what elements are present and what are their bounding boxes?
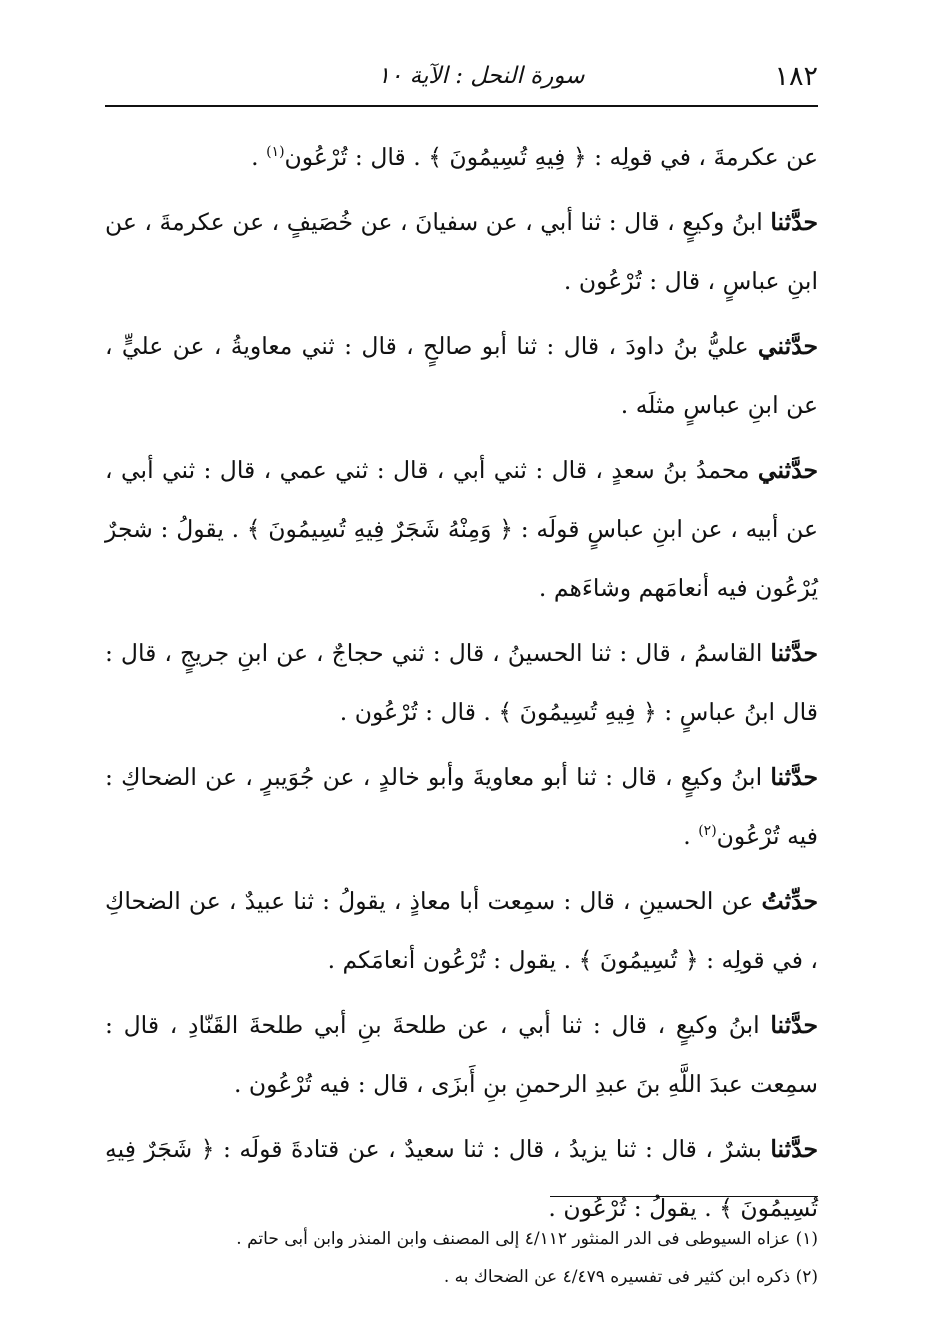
paragraph-text: بشرٌ ، قال : ثنا يزيدُ ، قال : ثنا سعيدٌ ، عن قتادةَ قولَه : ﴿ شَجَرٌ فِيهِ تُسِيمُونَ ﴾ . يقولُ : تُرْعُون . — [105, 1135, 818, 1222]
paragraph — [105, 441, 818, 618]
paragraph-text: عن الحسينِ ، قال : سمِعت أبا معاذٍ ، يقولُ : ثنا عبيدٌ ، عن الضحاكِ ، في قولِه : ﴿ تُسِيمُونَ ﴾ . يقول : تُرْعُون أنعامَكم . — [105, 887, 818, 974]
footnotes — [105, 1220, 818, 1296]
footnote: (٢) ذكره ابن كثير فى تفسيره ٤/٤٧٩ عن الضحاك به . — [443, 1267, 818, 1287]
paragraph-lead: حدَّثنا — [770, 1011, 818, 1039]
paragraph-lead: حدَّثنا — [770, 208, 818, 236]
paragraph-text: عن عكرمةَ ، في قولِه : ﴿ فِيهِ تُسِيمُونَ ﴾ . قال : تُرْعُون — [284, 143, 818, 171]
paragraph-text: القاسمُ ، قال : ثنا الحسينُ ، قال : ثني حجاجٌ ، عن ابنِ جريجٍ ، قال : قال ابنُ عباسٍ : ﴿ فِيهِ تُسِيمُونَ ﴾ . قال : تُرْعُون . — [105, 639, 818, 726]
footnote-rule — [550, 1196, 818, 1197]
paragraph-text: ابنُ وكيعٍ ، قال : ثنا أبي ، عن طلحةَ بنِ أبي طلحةَ القَنّادِ ، قال : سمِعت عبدَ اللَّهِ بنَ عبدِ الرحمنِ بنِ أَبزَى ، قال : فيه تُرْعُون . — [105, 1011, 818, 1098]
paragraph-lead: حدَّثنا — [770, 639, 818, 667]
paragraph — [105, 996, 818, 1114]
paragraph — [105, 624, 818, 742]
paragraph-lead: حدَّثني — [757, 332, 818, 360]
paragraph-lead: حدَّثني — [757, 456, 818, 484]
page-header — [105, 56, 818, 96]
paragraph — [105, 748, 818, 866]
paragraph-text: ابنُ وكيعٍ ، قال : ثنا أبي ، عن سفيانَ ، عن خُصَيفٍ ، عن عكرمةَ ، عن ابنِ عباسٍ ، قال : تُرْعُون . — [105, 208, 818, 295]
header-rule — [105, 105, 818, 107]
paragraph-text: محمدُ بنُ سعدٍ ، قال : ثني أبي ، قال : ثني عمي ، قال : ثني أبي ، عن أبيه ، عن ابنِ عباسٍ قولَه : ﴿ وَمِنْهُ شَجَرٌ فِيهِ تُسِيمُونَ ﴾ . يقولُ : شجرٌ يُرْعُون فيه أنعامَهم وشاءَهم . — [105, 456, 818, 602]
paragraph-lead: حدِّثتُ — [761, 887, 818, 915]
page-number: ١٨٢ — [774, 60, 818, 92]
paragraph-text: ابنُ وكيعٍ ، قال : ثنا أبو معاويةَ وأبو خالدٍ ، عن جُوَيبرٍ ، عن الضحاكِ : فيه تُرْعُون — [105, 763, 818, 850]
paragraph — [105, 872, 818, 990]
paragraph-tail: . — [683, 822, 699, 850]
running-title: سورة النحل : الآية ١٠ — [377, 63, 585, 89]
footnote-ref: (٢) — [698, 823, 717, 840]
footnote: (١) عزاه السيوطى فى الدر المنثور ٤/١١٢ إلى المصنف وابن المنذر وابن أبى حاتم . — [236, 1229, 818, 1249]
paragraph — [105, 128, 818, 187]
paragraph-tail: . — [251, 143, 267, 171]
paragraph-lead: حدَّثنا — [770, 1135, 818, 1163]
paragraph-text: عليُّ بنُ داودَ ، قال : ثنا أبو صالحٍ ، قال : ثني معاويةُ ، عن عليٍّ ، عن ابنِ عباسٍ مثلَه . — [105, 332, 818, 419]
footnote-ref: (١) — [266, 144, 285, 161]
paragraph-lead: حدَّثنا — [770, 763, 818, 791]
paragraph — [105, 317, 818, 435]
body-text — [105, 128, 818, 1244]
paragraph — [105, 193, 818, 311]
